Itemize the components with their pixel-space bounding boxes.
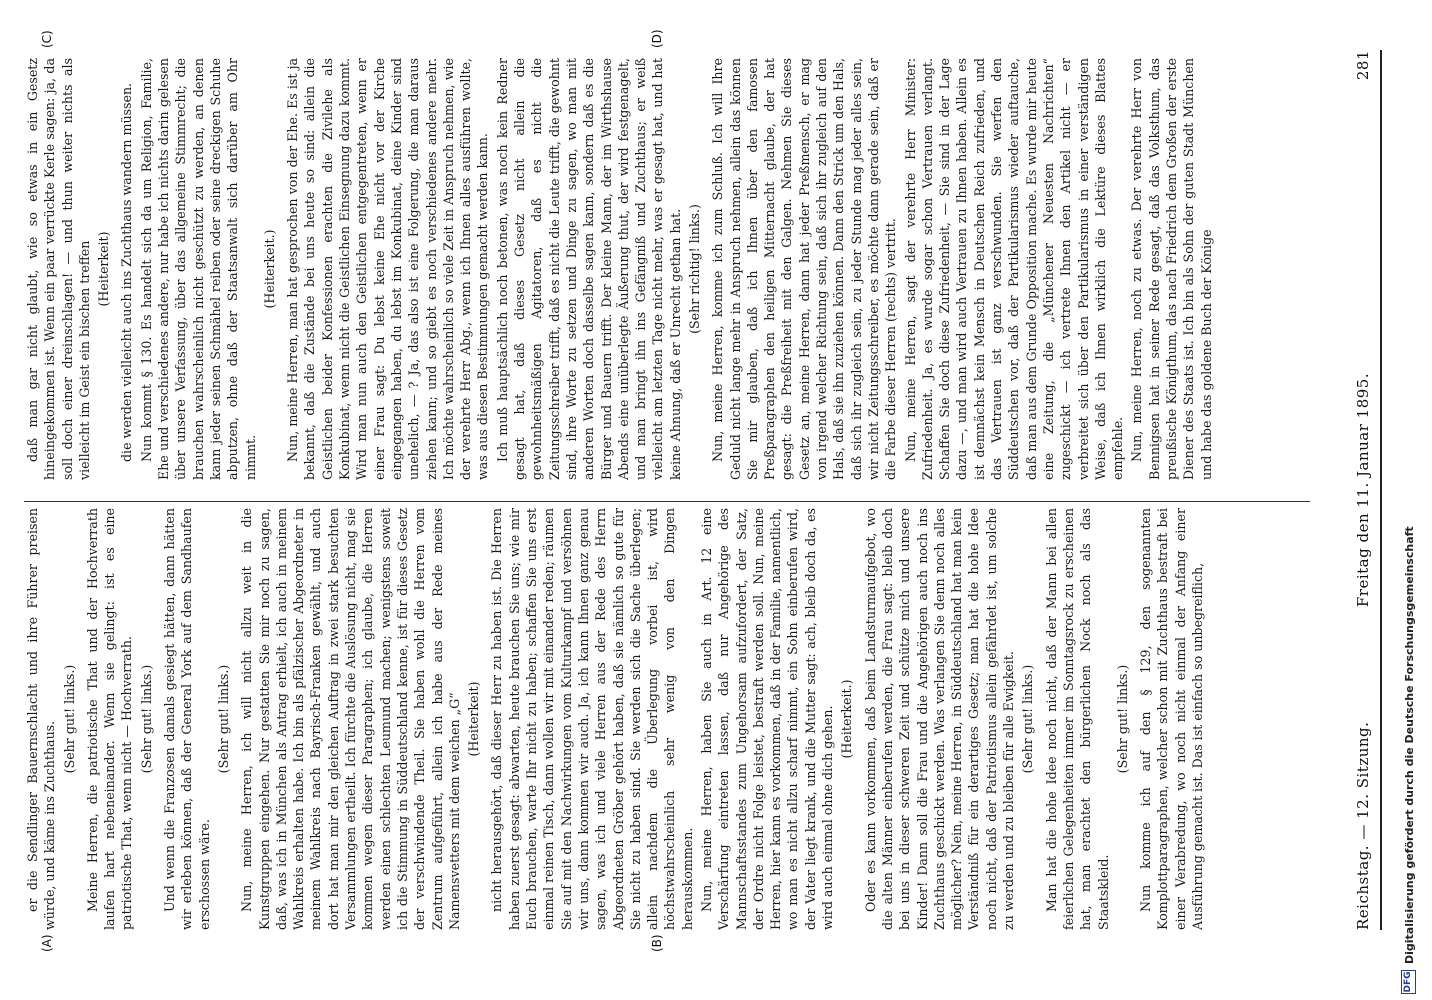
header-date: Freitag den 11. Januar 1895.: [1354, 372, 1372, 608]
paragraph: Nun, meine Herren, ich will nicht allzu weit in die Kunstgruppen eingehen. Nur gestatten Sie mir noch zu sagen, daß, was ich in München als Antrag erhielt, ich auch in meinem Wahlkreis erhalten habe. Ich bin als pfälzischer Abgeordneter in meinem Wahlkreis nach Bayrisch-Franken gewählt, und auch dort hat man mir den gleichen Auftrag in zwei stark besuchten Versammlungen ertheilt. Ich fürchte die Auslösung nicht, mag sie kommen wegen dieser Paragraphen; ich glaube, die Herren werden einen schlechten Leumund machen; wenigstens soweit ich die Stimmung in Süddeutschland kenne, ist für dieses Gesetz der verschwindende Theil. Sie haben wohl die Herren vom Zentrum aufgeführt, allein ich habe aus der Rede meines Namensvetters mit dem weichen „G“: [239, 508, 462, 930]
paragraph: Meine Herren, die patriotische That und der Hochverrath laufen hart nebeneinander. Wenn sie gelingt: ist es eine patriotische That, wenn nicht — Hochverrath.: [84, 508, 135, 930]
interjection: (Heiterkeit): [466, 681, 482, 757]
paragraph: Nun kommt § 130. Es handelt sich da um Religion, Familie, Ehe und verschiedenes andere, nur habe ich nichts darin gelesen über unsere Verfassung, über das allgemeine Stimmrecht; die brauchen wahrscheinlich nicht geschützt zu werden, an denen kann jeder seinen Schmähel reiben oder seine dreckigen Schuhe abputzen, ohne daß der Staatsanwalt sich darüber am Ohr nimmt.: [138, 58, 258, 480]
paragraph: die werden vielleicht auch ins Zuchthaus wandern müssen.: [119, 82, 135, 462]
paragraph: Nun komme ich auf den § 129, den sogenannten Komplottparagraphen, welcher schon mit Zuchthaus bestraft bei einer Verabredung, wo noch nicht einmal der Anfang einer Ausführung gemacht ist. Das ist einfach so unbegreiflich,: [1138, 508, 1205, 930]
column-divider: [24, 501, 1310, 502]
left-column: [24, 508, 1336, 930]
paragraph: Nun, meine Herren, sagt der verehrte Herr Minister: Zufriedenheit. Ja, es wurde sogar schon Vertrauen verlangt. Schaffen Sie doch diese Zufriedenheit, — Sie sind in der Lage dazu —, und man wird auch Vertrauen zu Ihnen haben. Allein es ist demnächst kein Mensch in Deutschen Reich zufrieden, und das Vertrauen ist ganz verschwunden. Sie werfen den Süddeutschen vor, daß der Partikularismus wieder auftauche, daß man aus dem Grunde Opposition mache. Es wurde mir heute eine Zeitung, die „Münchener Neuesten Nachrichten“ zugeschickt — ich vertrete Ihnen den Artikel nicht — er verbreitet sich über den Partikularismus in einer verständigen Weise, daß ich Ihnen wirklich die Lektüre dieses Blattes empfehle.: [902, 58, 1126, 480]
header-rule: [1380, 50, 1382, 930]
paragraph: Nun, meine Herren, haben Sie auch in Art. 12 eine Verschärfung eintreten lassen, daß nur Angehörige des Mannschaftsstandes zum Ungehorsam aufzufordert, der Satz, der Ordre nicht Folge leistet, bestraft werden soll. Nun, meine Herren, hier kann es vorkommen, daß in der Familie, namentlich, wo man es nicht allzu scharf nimmt, ein Sohn einberufen wird, der Vater liegt krank, und die Mutter sagt: ach, bleib doch da, es wird auch einmal ohne dich gehen.: [698, 508, 836, 930]
interjection: (Sehr gut! links.): [1020, 664, 1036, 774]
paragraph: Ich muß hauptsächlich noch betonen, was noch kein Redner gesagt hat, daß dieses Gesetz nicht allein die gewohnheitsmäßigen Agitatoren, daß es nicht die Zeitungsschreiber trifft, daß es nicht die Leute trifft, die gewohnt sind, ihre Worte zu setzen und Dinge zu sagen, wo man mit anderen Worten doch dasselbe sagen kann, sondern daß es die Bürger und Bauern trifft. Der kleine Mann, der im Wirthshause Abends eine unüberlegte Äußerung thut, der wird festgenagelt, und man bringt ihn ins Gefängniß und Zuchthaus; er weiß vielleicht am letzten Tage nicht mehr, was er gesagt hat, und hat keine Ahnung, daß er Unrecht gethan hat.: [494, 58, 683, 480]
margin-marker-a: (A): [40, 934, 54, 952]
interjection: (Sehr gut! links.): [138, 664, 154, 774]
paragraph: daß man gar nicht glaubt, wie so etwas in ein Gesetz hineingekommen ist. Wenn ein paar verrückte Kerle sagen: ja, da soll doch einer dreinschlagen! — und thun weiter nichts als vielleicht im Geist ein bischen treffen: [25, 58, 92, 480]
right-column: [24, 58, 1336, 480]
paragraph: nicht herausgehört, daß dieser Herr zu haben ist. Die Herren haben zuerst gesagt: abwarten, heute brauchen Sie uns; wie mir Euch brauchen, warte Ihr nicht zu haben; schaffen Sie uns erst einmal reinen Tisch, dann wollen wir mit einander reden; räumen Sie auf mit den Nachwirkungen vom Kulturkampf und versöhnen wir uns, dann kommen wir auch. Ja, ich kann Ihnen ganz genau sagen, was ich und viele Herren aus der Rede des Herrn Abgeordneten Gröber gehört haben, daß sie nämlich so gute für Sie nicht zu haben sind. Sie werden sich die Sache überlegen; allein nachdem die Überlegung vorbei ist, wird höchstwahrscheinlich sehr wenig von den Dingen herauskommen.: [489, 508, 695, 930]
dfg-logo: DFG: [1401, 970, 1416, 994]
interjection: (Heiterkeit): [96, 231, 112, 307]
page-number: 281: [1354, 50, 1372, 81]
header-left: Reichstag. — 12. Sitzung.: [1354, 721, 1372, 930]
interjection: (Sehr gut! links.): [215, 664, 231, 774]
margin-marker-b: (B): [650, 934, 664, 952]
paragraph: Nun, meine Herren, komme ich zum Schluß. Ich will Ihre Geduld nicht lange mehr in Anspruch nehmen, allein das können Sie mir glauben, daß ich Ihnen über den famosen Preßparagraphen den heiligen Mitternacht glaube, der hat gesagt: die Preßfreiheit mit den Galgen. Nehmen Sie dieses Gesetz an, meine Herren, dann hat jeder Preßmensch, er mag von irgend welcher Richtung sein, daß sich ihr zugleich auf den Hals, daß sie ihn zuziehen können. Dann den Strick um den Hals, daß sich ihr zugleich sein, zu jeder Stunde mag jeder alles sein, wir nicht Zeitungsschreiber, es möchte dann gerade sein, daß er die Farbe dieser Herren (rechts) vertritt.: [710, 58, 899, 480]
margin-marker-d: (D): [650, 29, 664, 48]
paragraph: Man hat die hohe Idee noch nicht, daß der Mann bei allen feierlichen Gelegenheiten immer im Sonntagsrock zu erscheinen hat, man erachtet den bürgerlichen Nock noch als das Staatskleid.: [1043, 508, 1111, 930]
interjection: (Sehr richtig! links.): [686, 204, 702, 334]
paragraph: Nun, meine Herren, man hat gesprochen von der Ehe. Es ist ja bekannt, daß die Zustände bei uns heute so sind: allein die Geistlichen beider Konfessionen erachten die Zivilehe als Konkubinat, wenn nicht die Geistlichen Einsegnung dazu kommt. Wird man nun auch den Geistlichen entgegentreten, wenn er einer Frau sagt: Du lebst keine Ehe nicht vor der Kirche eingegangen haben, du lebst im Konkubinat, deine Kinder sind unehelich, — ? Ja, das also ist eine Folgerung, die man daraus ziehen kann; und so giebt es noch verschiedenes andere mehr. Ich möchte wahrscheinlich so viele Zeit in Anspruch nehmen, wie der verehrte Herr Abg., wenn ich Ihnen alles ausführen wollte, was aus diesen Bestimmungen gemacht werden kann.: [285, 58, 491, 480]
paragraph: Und wenn die Franzosen damals gesiegt hätten, dann hätten wir erleben können, daß der General York auf dem Sandhaufen erschossen wäre.: [162, 508, 212, 930]
footer-text: Digitalisierung gefördert durch die Deutsche Forschungsgemeinschaft: [1403, 526, 1416, 964]
margin-marker-c: (C): [40, 30, 54, 48]
interjection: (Heiterkeit.): [261, 229, 277, 309]
paragraph: Oder es kann vorkommen, daß beim Landsturmaufgebot, wo die alten Männer einberufen werden, die Frau sagt: bleib doch bei uns in dieser schweren Zeit und schütze mich und unsere Kinder! Dann soll die Frau und die Angehörigen auch noch ins Zuchthaus geschickt werden. Was verlangen Sie denn noch alles möglicher? Nein, meine Herren, in Süddeutschland hat man kein Verständniß für ein derartiges Gesetz; man hat die hohe Idee noch nicht, daß der Patriotismus allein gefährdet ist, um solche zu werden und zu bleiben für alle Ewigkeit.: [862, 508, 1017, 930]
interjection: (Heiterkeit.): [839, 679, 855, 759]
paragraph: Nun, meine Herren, noch zu etwas. Der verehrte Herr von Bennigsen hat in seiner Rede gesagt, daß das Volksthum, das preußische Königthum, das nach Friedrich dem Großen der erste Diener des Staats ist. Ich bin als Sohn der guten Stadt München und habe das goldene Buch der Könige: [1129, 58, 1214, 480]
paragraph: er die Sendlinger Bauernschlacht und ihre Führer preisen würde, und käme ins Zuchthaus.: [25, 508, 58, 930]
digitization-footer: [1398, 0, 1424, 1000]
interjection: (Sehr gut! links.): [61, 664, 77, 774]
interjection: (Sehr gut! links.): [1114, 664, 1130, 774]
